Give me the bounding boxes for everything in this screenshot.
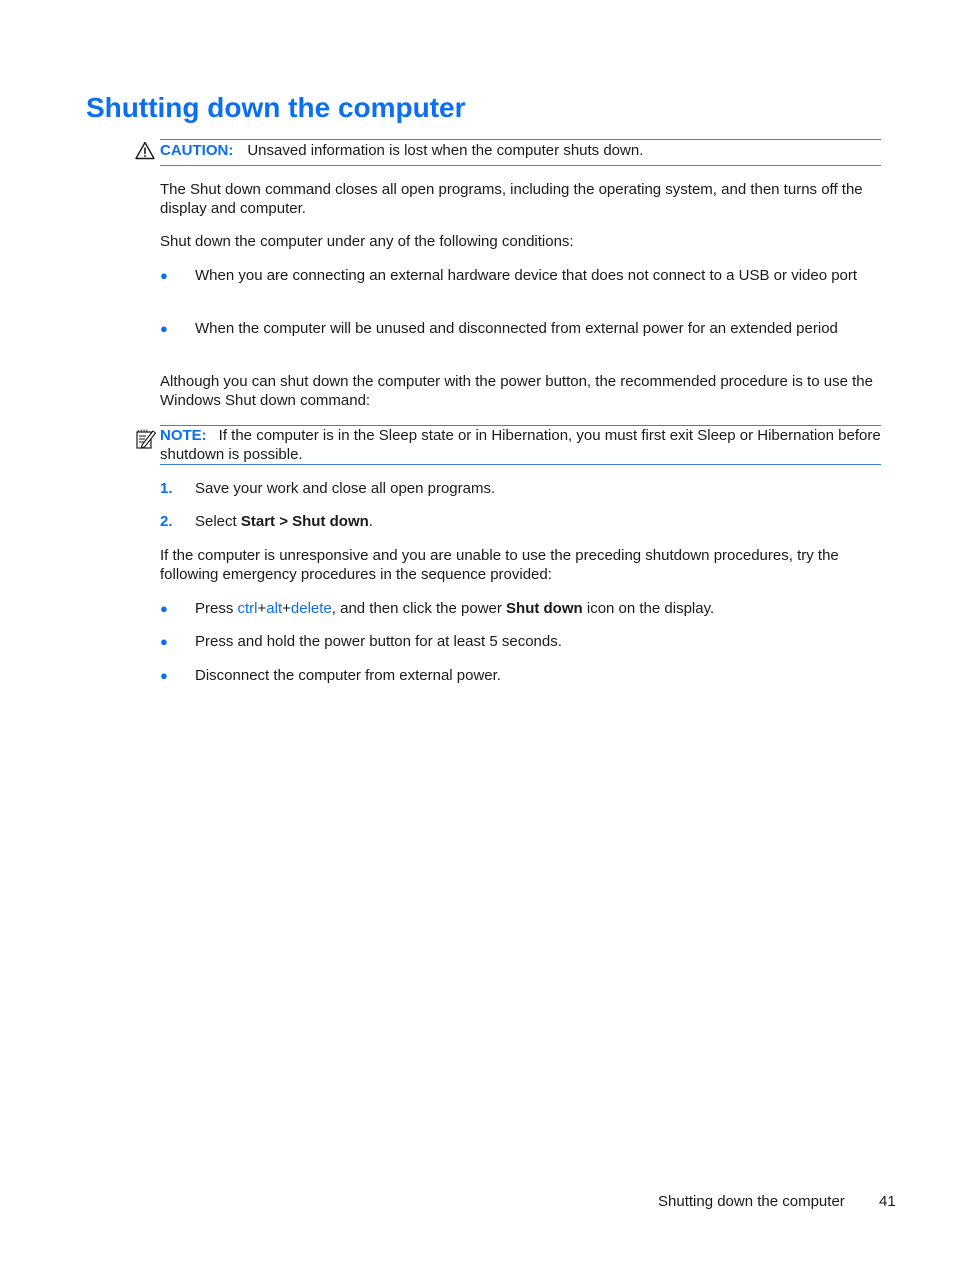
step-number: 2.: [160, 513, 173, 530]
bullet-icon: ●: [160, 321, 168, 336]
caution-label: CAUTION:: [160, 142, 234, 159]
note-box: [160, 425, 881, 465]
start-shutdown-command: Start > Shut down: [240, 513, 369, 530]
paragraph-recommended-procedure: Although you can shut down the computer with the power button, the recommended procedure is to use the Windows Shut down command:: [160, 373, 873, 409]
page-title: Shutting down the computer: [86, 92, 466, 123]
key-alt: alt: [266, 600, 283, 617]
note-text: If the computer is in the Sleep state or in Hibernation, you must first exit Sleep or Hibernation before shutdown is possible.: [160, 427, 881, 463]
caution-box: [160, 139, 881, 166]
paragraph-shutdown-command: The Shut down command closes all open programs, including the operating system, and then turns off the display and computer.: [160, 181, 863, 217]
bullet-icon: ●: [160, 668, 168, 683]
bullet-icon: ●: [160, 601, 168, 616]
bullet-icon: ●: [160, 268, 168, 283]
footer-section-title: Shutting down the computer: [658, 1193, 845, 1210]
paragraph-emergency-intro: If the computer is unresponsive and you are unable to use the preceding shutdown procedures, try the following emergency procedures in the sequence provided:: [160, 547, 839, 583]
note-pencil-icon: [135, 428, 157, 455]
step-number: 1.: [160, 480, 173, 497]
footer-page-number: 41: [879, 1193, 896, 1210]
shut-down-icon-label: Shut down: [506, 600, 583, 617]
bullet-icon: ●: [160, 634, 168, 649]
key-delete: delete: [290, 600, 332, 617]
warning-triangle-icon: [135, 141, 155, 165]
key-ctrl: ctrl: [237, 600, 258, 617]
caution-text: Unsaved information is lost when the computer shuts down.: [247, 142, 644, 159]
paragraph-conditions-intro: Shut down the computer under any of the following conditions:: [160, 233, 574, 250]
note-label: NOTE:: [160, 427, 207, 444]
